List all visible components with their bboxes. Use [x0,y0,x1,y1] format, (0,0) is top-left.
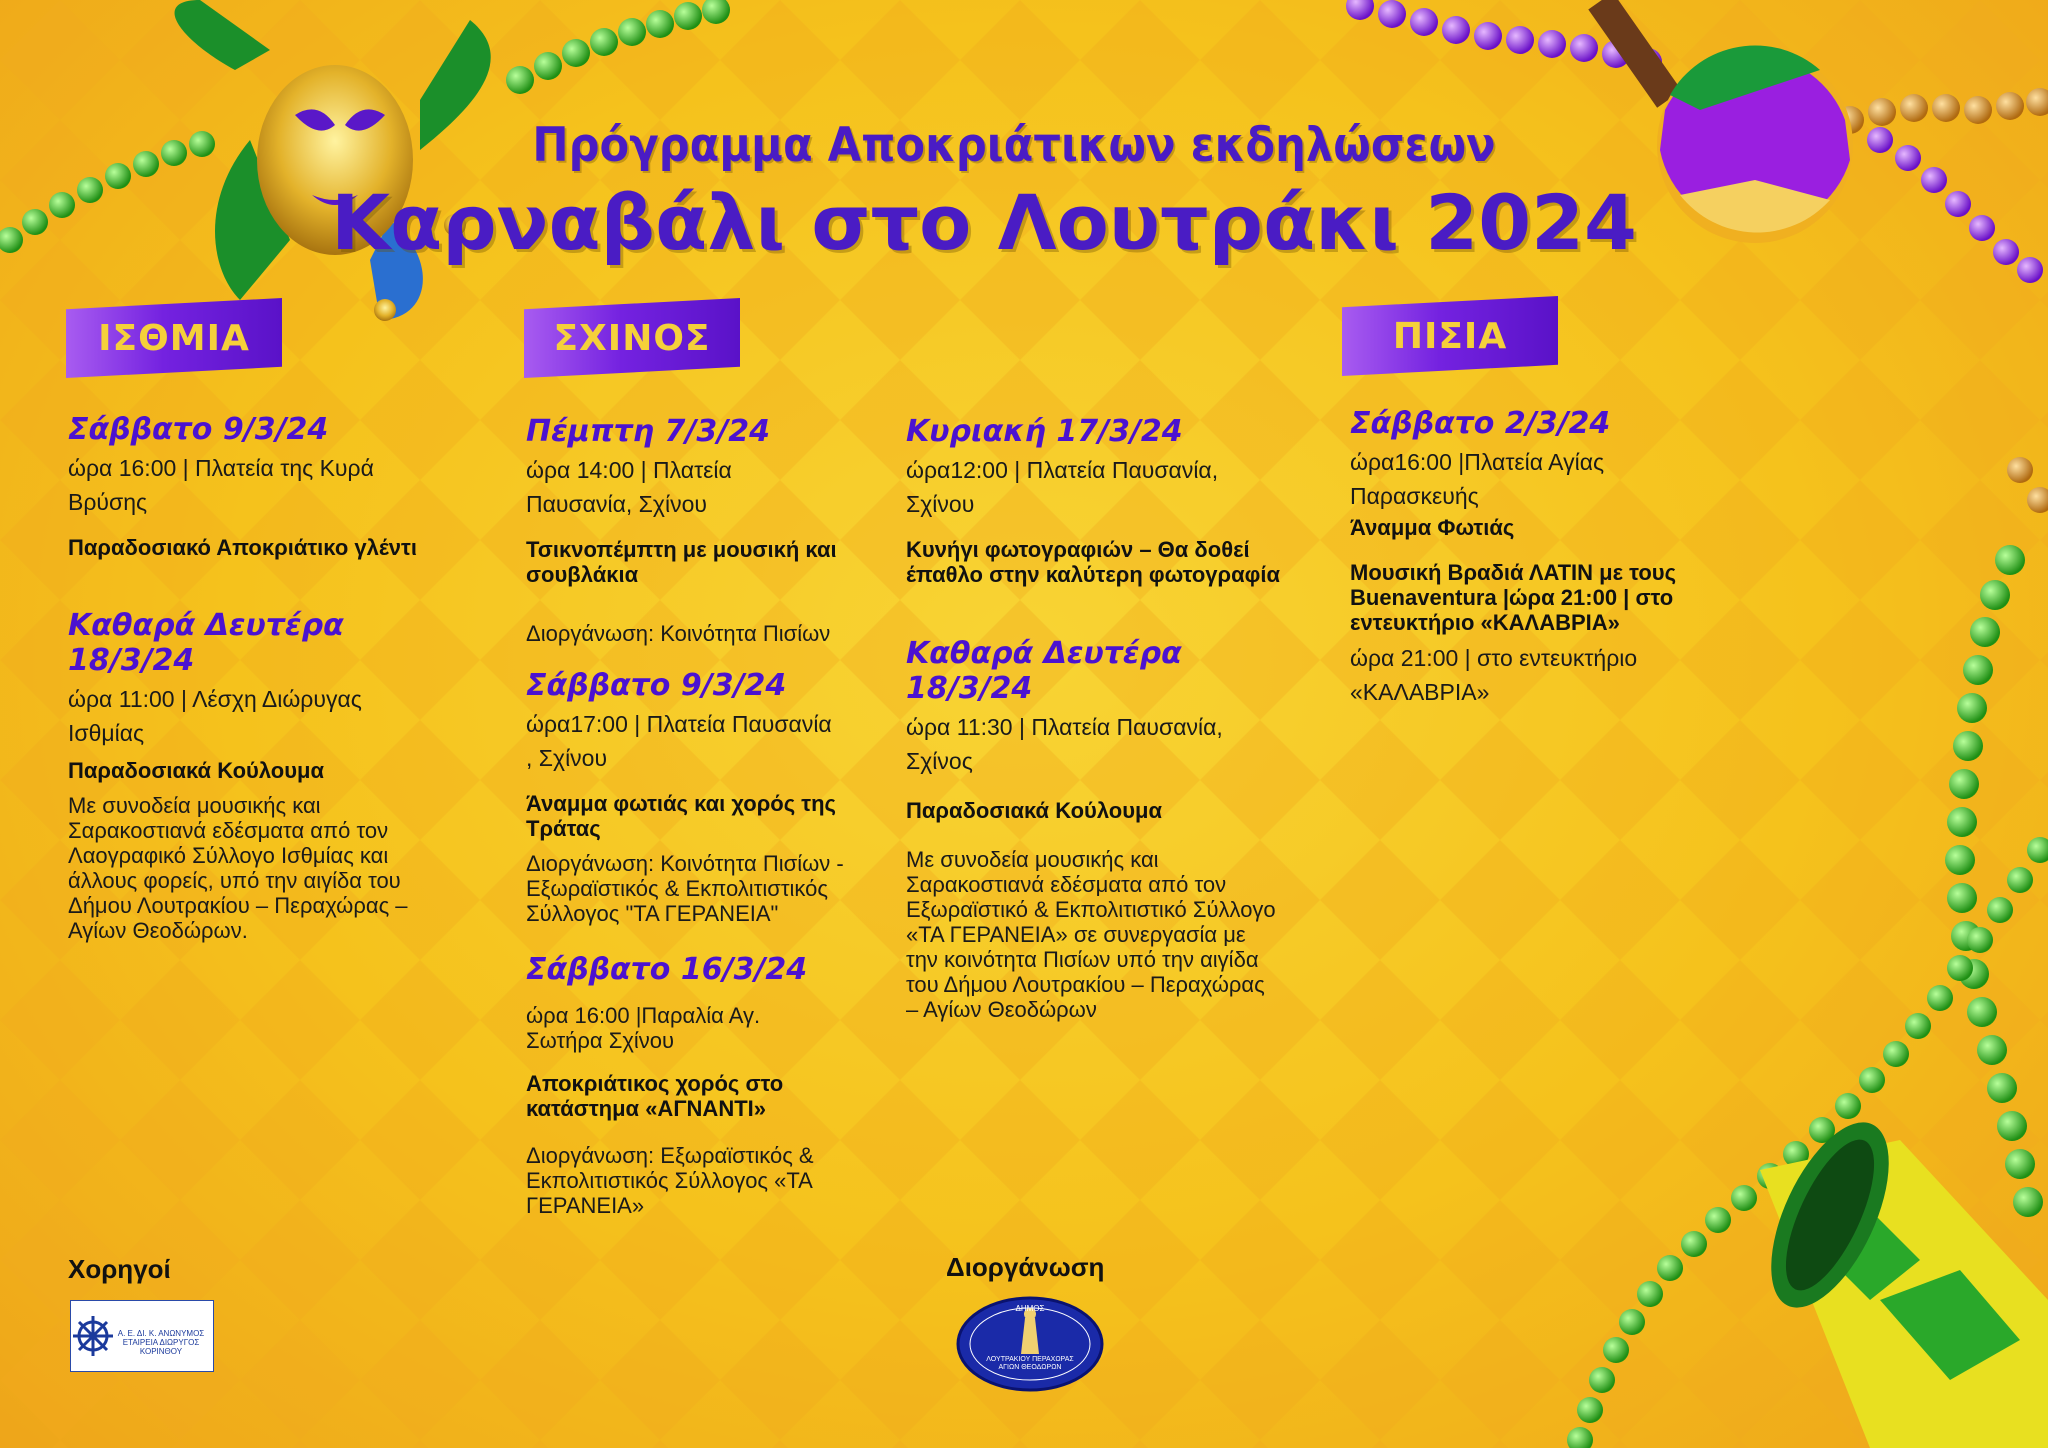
event-title: Άναμμα Φωτιάς [1350,515,1515,540]
event-isthmia-1 [68,412,448,560]
event-date: Καθαρά Δευτέρα 18/3/24 [906,636,1182,706]
event-date: Κυριακή 17/3/24 [906,414,1183,449]
ship-wheel-icon [73,1301,113,1371]
event-title: Άναμμα φωτιάς και χορός της Τράτας [526,791,836,841]
banner-label: ΣΧΙΝΟΣ [553,318,711,359]
sponsor-logo [70,1300,214,1372]
event-place: Σχίνου [906,491,975,517]
organizer-heading: Διοργάνωση [946,1252,1105,1282]
event-isthmia-2 [68,608,448,943]
event-place: Σχίνος [906,748,973,774]
seal-text-bottom: ΛΟΥΤΡΑΚΙΟΥ ΠΕΡΑΧΩΡΑΣ ΑΓΙΩΝ ΘΕΟΔΩΡΩΝ [986,1356,1074,1371]
sponsors-heading: Χορηγοί [68,1254,171,1284]
municipality-seal [955,1294,1105,1394]
event-schinos-3 [526,952,896,1218]
event-schinos-5 [906,636,1286,1022]
event-time: ώρα 14:00 | Πλατεία [526,457,732,483]
event-time: ώρα 16:00 |Παραλία Αγ. [526,1003,761,1028]
seal-text-top: ΔΗΜΟΣ [1015,1304,1045,1313]
event-time: ώρα 11:00 | Λέσχη Διώρυγας [68,686,362,712]
event-title: Τσικνοπέμπτη με μουσική και σουβλάκια [526,537,837,587]
sponsor-logo-text: Α. Ε. ΔΙ. Κ. ΑΝΩΝΥΜΟΣ ΕΤΑΙΡΕΙΑ ΔΙΩΡΥΓΟΣ ΚΟΡΙΝΘΟΥ [117,1329,205,1356]
event-organizer: Διοργάνωση: Εξωραϊστικός & Εκπολιτιστικός Σύλλογος «ΤΑ ΓΕΡΑΝΕΙΑ» [526,1143,814,1218]
event-time: ώρα16:00 |Πλατεία Αγίας [1350,449,1605,475]
event-time: ώρα12:00 | Πλατεία Παυσανία, [906,457,1219,483]
event-organizer: Διοργάνωση: Κοινότητα Πισίων - Εξωραϊστικός & Εκπολιτιστικός Σύλλογος "ΤΑ ΓΕΡΑΝΕΙΑ" [526,851,844,926]
banner-schinos [524,298,740,378]
event-place: Σωτήρα Σχίνου [526,1028,675,1053]
event-date: Σάββατο 9/3/24 [526,668,787,703]
event-place-music: «ΚΑΛΑΒΡΙΑ» [1350,679,1490,705]
event-title: Αποκριάτικος χορός στο κατάστημα «ΑΓΝΑΝΤΙ» [526,1071,784,1121]
event-place: Βρύσης [68,489,148,515]
event-date: Σάββατο 9/3/24 [68,412,329,447]
event-date: Σάββατο 16/3/24 [526,952,808,987]
event-time: ώρα 16:00 | Πλατεία της Κυρά [68,455,374,481]
event-date: Καθαρά Δευτέρα 18/3/24 [68,608,344,678]
event-date: Πέμπτη 7/3/24 [526,414,770,449]
event-organizer: Διοργάνωση: Κοινότητα Πισίων [526,621,831,646]
event-schinos-1 [526,414,896,646]
event-place: Ισθμίας [68,720,145,746]
main-title: Καρναβάλι στο Λουτράκι 2024 [331,178,1637,267]
event-schinos-2 [526,668,896,926]
banner-pisia [1342,296,1558,376]
event-place: Παρασκευής [1350,483,1479,509]
event-title: Παραδοσιακά Κούλουμα [906,798,1163,823]
subtitle-program: Πρόγραμμα Αποκριάτικων εκδηλώσεων [532,118,1496,173]
event-time: ώρα17:00 | Πλατεία Παυσανία [526,711,832,737]
event-schinos-4 [906,414,1286,587]
event-pisia-1 [1350,406,1730,709]
event-description: Με συνοδεία μουσικής και Σαρακοστιανά εδέσματα από τον Λαογραφικό Σύλλογο Ισθμίας και άλλους φορείς, υπό την αιγίδα του Δήμου Λουτρακίου – Περαχώρας – Αγίων Θεοδώρων. [68,793,408,943]
banner-label: ΠΙΣΙΑ [1392,316,1508,357]
event-place: , Σχίνου [526,745,608,771]
event-title: Παραδοσιακό Αποκριάτικο γλέντι [68,535,417,560]
event-title: Παραδοσιακά Κούλουμα [68,758,325,783]
event-title: Κυνήγι φωτογραφιών – Θα δοθεί έπαθλο στην καλύτερη φωτογραφία [906,537,1281,587]
event-time-music: ώρα 21:00 | στο εντευκτήριο [1350,645,1638,671]
event-place: Παυσανία, Σχίνου [526,491,707,517]
event-time: ώρα 11:30 | Πλατεία Παυσανία, [906,714,1223,740]
banner-isthmia [66,298,282,378]
event-date: Σάββατο 2/3/24 [1350,406,1611,441]
banner-label: ΙΣΘΜΙΑ [98,318,250,359]
event-description: Με συνοδεία μουσικής και Σαρακοστιανά εδέσματα από τον Εξωραϊστικό & Εκπολιτιστικό Σύλλογο «ΤΑ ΓΕΡΑΝΕΙΑ» σε συνεργασία με την κοινότητα Πισίων υπό την αιγίδα του Δήμου Λουτρακίου – Περαχώρας – Αγίων Θεοδώρων [906,847,1276,1022]
event-title-music: Μουσική Βραδιά ΛΑΤΙΝ με τους Buenaventura |ώρα 21:00 | στο εντευκτήριο «ΚΑΛΑΒΡΙΑ» [1350,560,1677,635]
